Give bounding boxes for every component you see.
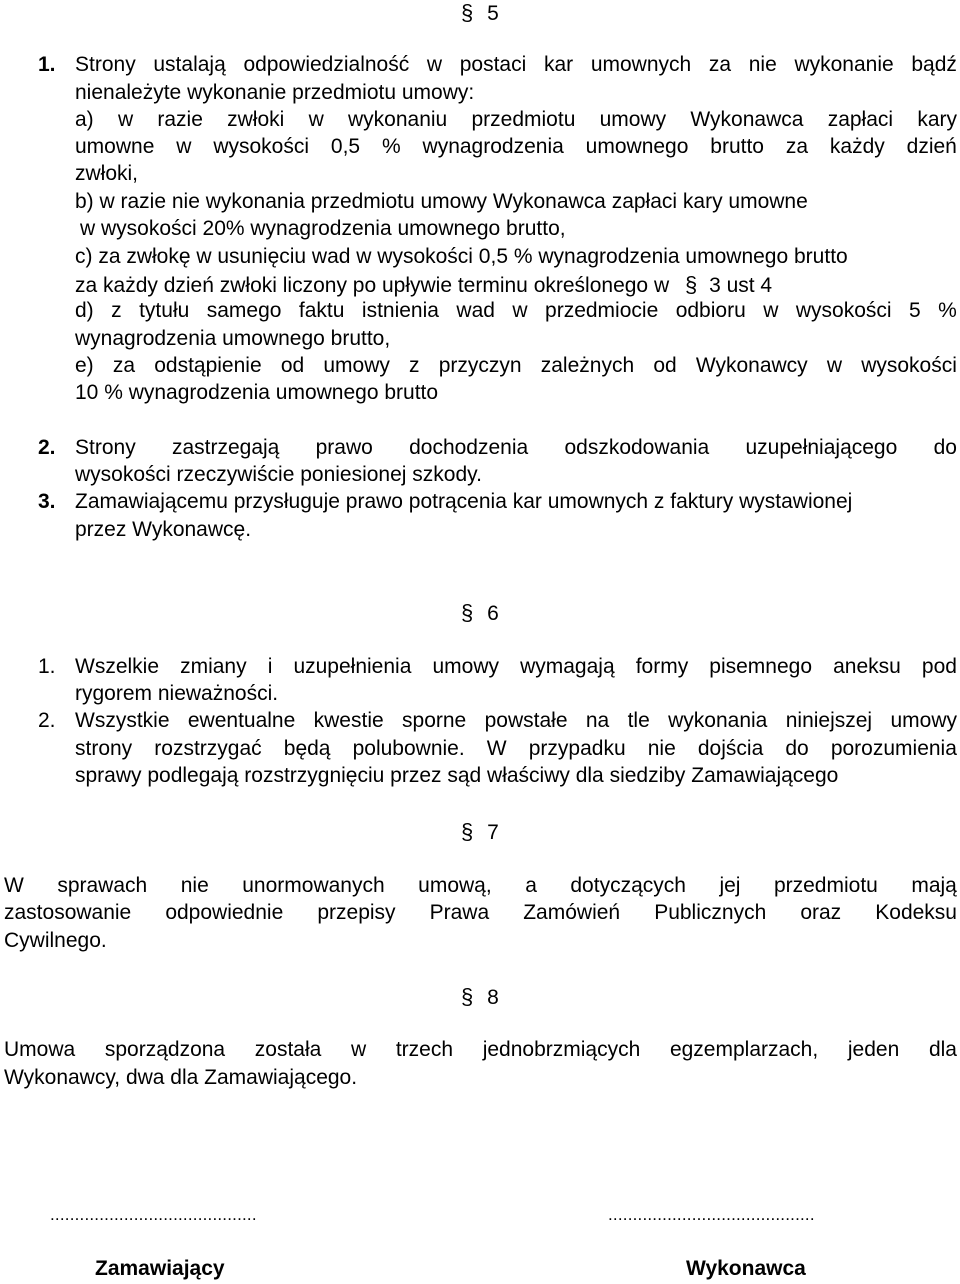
word: jej — [719, 874, 741, 897]
word: nie — [180, 874, 209, 897]
signature-line-right: .......................................... — [608, 1205, 815, 1224]
word: jeden — [847, 1038, 900, 1061]
item-1-number: 1. — [38, 53, 56, 76]
word: przedmiotu — [773, 874, 878, 897]
word: kwestie — [313, 709, 384, 732]
word: ewentualne — [187, 709, 296, 732]
s8-line-1 — [4, 1038, 957, 1062]
word: umowy — [432, 655, 499, 678]
word: strony — [75, 737, 133, 760]
item-1a-line-1 — [75, 108, 957, 132]
word: sporne — [402, 709, 467, 732]
word: przypadku — [528, 737, 626, 760]
word: samego — [206, 299, 282, 322]
word: od — [653, 354, 677, 377]
item-1c-line-1: c) za zwłokę w usunięciu wad w wysokości 0,5 % wynagrodzenia umownego brutto — [75, 245, 848, 268]
word: umowne — [75, 135, 155, 158]
word: Wszelkie — [75, 655, 160, 678]
section-number: 5 — [487, 2, 499, 25]
word: w — [176, 135, 192, 158]
word: tytułu — [139, 299, 190, 322]
word: Wszystkie — [75, 709, 170, 732]
word: umownych — [590, 53, 692, 76]
word: zwłoki — [227, 108, 285, 131]
item-1-line-1 — [75, 53, 957, 77]
item-1b-line-2: w wysokości 20% wynagrodzenia umownego brutto, — [80, 217, 566, 240]
word: na — [585, 709, 610, 732]
word: niniejszej — [785, 709, 873, 732]
word: za — [112, 354, 136, 377]
item-1e-line-2: 10 % wynagrodzenia umownego brutto — [75, 381, 439, 404]
word: dotyczących — [570, 874, 686, 897]
word: d) — [75, 299, 94, 322]
section-8-heading — [461, 984, 499, 1010]
word: za — [708, 53, 732, 76]
word: umowy — [323, 354, 390, 377]
word: formy — [635, 655, 689, 678]
word: 0,5 — [330, 135, 361, 158]
word: a — [525, 874, 537, 897]
word: z — [409, 354, 420, 377]
item-3-line-1: Zamawiającemu przysługuje prawo potrącenia kar umownych z faktury wystawionej — [75, 490, 853, 513]
item-1c-line-2 — [75, 272, 772, 298]
word: wysokości — [795, 299, 892, 322]
word: W — [486, 737, 507, 760]
word: do — [785, 737, 809, 760]
word: Strony — [75, 436, 136, 459]
word: zapłaci — [827, 108, 894, 131]
s6-item-1-number: 1. — [38, 655, 56, 678]
word: za — [785, 135, 809, 158]
word: jednobrzmiących — [482, 1038, 641, 1061]
word: Wykonawcy — [695, 354, 808, 377]
word: przyczyn — [438, 354, 522, 377]
word: Strony — [75, 53, 136, 76]
item-2-line-2: wysokości rzeczywiście poniesionej szkody. — [75, 463, 482, 486]
section-6-heading — [461, 600, 499, 626]
item-3-line-2: przez Wykonawcę. — [75, 518, 252, 541]
section-symbol: § — [461, 0, 474, 25]
word: wysokości — [213, 135, 310, 158]
signature-label-right: Wykonawca — [686, 1257, 806, 1280]
word: umownego — [585, 135, 689, 158]
item-2-line-1 — [75, 436, 957, 460]
item-1d-line-1 — [75, 299, 957, 323]
word: powstałe — [484, 709, 568, 732]
word: uzupełnienia — [293, 655, 412, 678]
item-1b-line-1: b) w razie nie wykonania przedmiotu umowy Wykonawca zapłaci kary umowne — [75, 190, 808, 213]
item-1c-text: za każdy dzień zwłoki liczony po upływie terminu określonego w — [75, 274, 670, 297]
item-1e-line-1 — [75, 354, 957, 378]
section-number: 7 — [487, 821, 499, 844]
s6-item-1-line-1 — [75, 655, 957, 679]
word: z — [111, 299, 122, 322]
word: w — [426, 53, 443, 76]
word: wysokości — [861, 354, 957, 377]
word: przepisy — [317, 901, 396, 924]
s7-line-3: Cywilnego. — [4, 929, 107, 952]
word: sporządzona — [104, 1038, 226, 1061]
word: umowy — [890, 709, 957, 732]
word: umową, — [418, 874, 492, 897]
word: pisemnego — [709, 655, 813, 678]
word: umowy — [599, 108, 667, 131]
word: e) — [75, 354, 94, 377]
word: zależnych — [540, 354, 635, 377]
s7-line-1 — [4, 874, 957, 898]
s6-item-1-line-2: rygorem nieważności. — [75, 682, 279, 705]
word: Publicznych — [654, 901, 767, 924]
word: odszkodowania — [564, 436, 710, 459]
s7-line-2 — [4, 901, 957, 925]
word: w — [117, 108, 134, 131]
s6-item-2-line-1 — [75, 709, 957, 733]
word: wykonaniu — [348, 108, 448, 131]
signature-label-left: Zamawiający — [95, 1257, 225, 1280]
word: dla — [928, 1038, 957, 1061]
word: dochodzenia — [409, 436, 529, 459]
word: w — [308, 108, 324, 131]
item-2-number: 2. — [38, 436, 56, 459]
item-1a-line-3: zwłoki, — [75, 162, 139, 185]
word: trzech — [395, 1038, 454, 1061]
item-3-number: 3. — [38, 490, 56, 513]
word: 5 — [909, 299, 921, 322]
s8-line-2: Wykonawcy, dwa dla Zamawiającego. — [4, 1066, 358, 1089]
word: faktu — [298, 299, 345, 322]
word: kar — [543, 53, 574, 76]
item-1c-ref: 3 ust 4 — [709, 274, 773, 297]
word: odbioru — [675, 299, 746, 322]
word: bądź — [911, 53, 957, 76]
word: polubownie. — [352, 737, 465, 760]
word: Prawa — [429, 901, 490, 924]
word: w — [351, 1038, 367, 1061]
section-symbol: § — [461, 819, 474, 844]
word: prawo — [315, 436, 373, 459]
word: wykonanie — [794, 53, 894, 76]
word: pod — [921, 655, 957, 678]
word: zastrzegają — [171, 436, 280, 459]
word: wynagrodzenia — [422, 135, 564, 158]
word: Umowa — [4, 1038, 76, 1061]
s6-item-2-number: 2. — [38, 709, 56, 732]
word: będą — [283, 737, 331, 760]
word: wykonania — [668, 709, 768, 732]
word: mają — [911, 874, 957, 897]
word: % — [938, 299, 957, 322]
word: sprawach — [57, 874, 148, 897]
section-number: 6 — [487, 602, 499, 625]
word: Zamówień — [523, 901, 621, 924]
item-1-line-2: nienależyte wykonanie przedmiotu umowy: — [75, 81, 475, 104]
word: została — [254, 1038, 322, 1061]
word: oraz — [800, 901, 842, 924]
word: aneksu — [833, 655, 901, 678]
word: rozstrzygać — [154, 737, 262, 760]
item-1d-line-2: wynagrodzenia umownego brutto, — [75, 327, 391, 350]
signature-line-left: .......................................... — [50, 1205, 257, 1224]
word: postaci — [459, 53, 527, 76]
word: przedmiocie — [545, 299, 659, 322]
word: Kodeksu — [875, 901, 957, 924]
word: dzień — [906, 135, 957, 158]
word: odpowiedzialność — [243, 53, 410, 76]
word: unormowanych — [242, 874, 385, 897]
section-5-heading — [461, 0, 499, 26]
word: % — [381, 135, 401, 158]
section-symbol: § — [461, 600, 474, 625]
word: w — [763, 299, 779, 322]
word: wad — [456, 299, 495, 322]
word: dojścia — [697, 737, 764, 760]
word: nie — [748, 53, 777, 76]
word: egzemplarzach, — [669, 1038, 819, 1061]
s6-item-2-line-3: sprawy podlegają rozstrzygnięciu przez sąd właściwy dla siedziby Zamawiającego — [75, 764, 839, 787]
word: brutto — [710, 135, 764, 158]
item-1a-line-2 — [75, 135, 957, 159]
word: nie — [647, 737, 676, 760]
word: od — [280, 354, 305, 377]
word: kary — [917, 108, 957, 131]
word: istnienia — [361, 299, 439, 322]
word: odpowiednie — [165, 901, 284, 924]
section-number: 8 — [487, 986, 499, 1009]
word: Wykonawca — [690, 108, 804, 131]
word: uzupełniającego — [745, 436, 898, 459]
section-symbol: § — [684, 272, 698, 297]
word: wymagają — [520, 655, 615, 678]
word: tle — [627, 709, 650, 732]
word: zastosowanie — [4, 901, 132, 924]
word: razie — [157, 108, 203, 131]
section-7-heading — [461, 819, 499, 845]
word: porozumienia — [830, 737, 957, 760]
word: i — [267, 655, 273, 678]
word: w — [826, 354, 843, 377]
s6-item-2-line-2 — [75, 737, 957, 761]
section-symbol: § — [461, 984, 474, 1009]
word: odstąpienie — [154, 354, 262, 377]
word: każdy — [829, 135, 885, 158]
word: w — [512, 299, 528, 322]
word: zmiany — [180, 655, 247, 678]
word: a) — [75, 108, 94, 131]
word: W — [4, 874, 24, 897]
word: ustalają — [153, 53, 226, 76]
word: do — [933, 436, 957, 459]
word: przedmiotu — [471, 108, 576, 131]
